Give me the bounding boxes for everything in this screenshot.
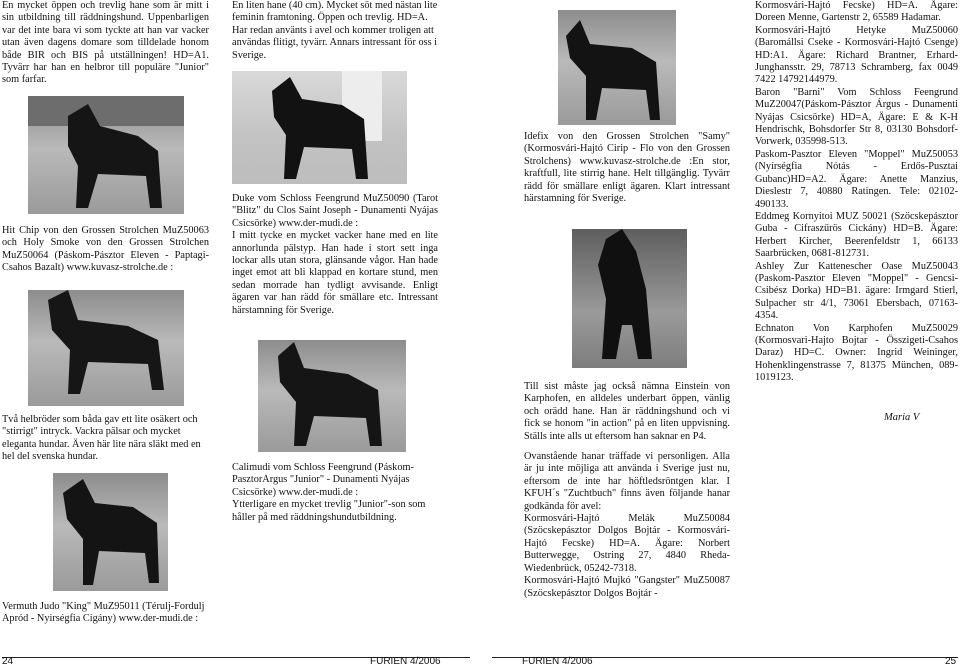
kennel-listing: Paskom-Pasztor Eleven "Moppel" MuZ50053 (Nyírségfia Nótás - Erdős-Pusztai Gubanc)HD=A2. Ägare: Anette Manzius, Dieslestr 7, 40880 Ratingen. Tele: 02102-490133. bbox=[755, 148, 958, 210]
author-signature: Maria V bbox=[884, 412, 920, 423]
kennel-listing: Ashley Zur Kattenescher Oase MuZ50043 (Paskom-Pasztor Eleven "Moppel" - Gencsi-Csibész Dorka) HD=B1. ägare: Irmgard Stierl, Sulpacher str 4/1, 73061 Ebersbach, 07163-4354. bbox=[755, 260, 958, 322]
article-paragraph: Ovanstående hanar träffade vi personligen. Alla är ju inte möjliga att använda i Sverige just nu, eftersom de inte har höftledsröntgen klar. I KFUH´s "Zuchtbuch" finns även följande hanar godkända för avel: bbox=[524, 451, 730, 512]
dog-photo-holy-smoke bbox=[28, 290, 184, 406]
left-column-1c bbox=[2, 414, 209, 464]
dog-photo-idefix bbox=[558, 10, 676, 125]
article-paragraph: I mitt tycke en mycket vacker hane med en lite annorlunda pälstyp. Han hade i stort sett inga lockar alls utan stora, glänsande vågor. Han hade inget emot att bli klappad en kortare stund, men sedan morrade han tydligt avvisande. Enligt ägaren var han rädd för smällare etc. Intressant härstamning för Sverige. bbox=[232, 230, 438, 316]
article-paragraph: En mycket öppen och trevlig hane som är mitt i sin utbildning till räddningshund. Uppenbarligen var det inte bara vi som tyckte att han var vacker utan även dagens domare som tilldelade honom både BIR och BIS på utställningen! HD=A1. Tyvärr har han en helbror till populäre "Junior" som farfar. bbox=[2, 0, 209, 86]
left-column-2 bbox=[232, 0, 438, 62]
dog-silhouette-icon bbox=[28, 96, 184, 214]
article-paragraph: En liten hane (40 cm). Mycket söt med nästan lite feminin framtoning. Öppen och trevlig. HD=A. Har redan använts i avel och kommer troligen att användas flitigt, tyvärr. Annars intressant för oss i Sverige. bbox=[232, 0, 438, 61]
right-column-2 bbox=[755, 0, 958, 385]
article-paragraph: Vermuth Judo "King" MuZ95011 (Térulj-Fordulj Apród - Nyirségfia Cigány) www.der-mudi.de : bbox=[2, 601, 205, 625]
page-number: 24 bbox=[2, 656, 14, 667]
dog-silhouette-icon bbox=[258, 340, 406, 452]
page-number: 25 bbox=[945, 656, 957, 667]
dog-silhouette-icon bbox=[28, 290, 184, 406]
dog-photo-calimudi bbox=[258, 340, 406, 452]
dog-photo-einstein bbox=[572, 229, 687, 368]
left-column-2b bbox=[232, 193, 438, 317]
dog-silhouette-icon bbox=[572, 229, 687, 368]
kennel-listing: Baron "Barni" Vom Schloss Feengrund MuZ20047(Páskom-Pásztor Árgus - Dunamenti Nyájas Csicsörke) HD=A, Ägare: E & K-H Hendrischk, Bohsdorfer Str 8, 03130 Bohsdorf-Vorwerk, 035998-513. bbox=[755, 86, 958, 148]
kennel-listing: Eddmeg Kornyitoi MUZ 50021 (Szöcskepásztor Guba - Cifraszűrös Cickány) HD=B. Ägare: Herbert Kircher, Beerenfeldstr 1, 66133 Saarbrücken, 0681-812731. bbox=[755, 210, 958, 260]
article-paragraph: Kormosvári-Hajtó Melák MuZ50084 (Szöcskepásztor Dolgos Bojtár - Kormosvári-Hajtó Fecske) HD=A. Ägare: Norbert Butterwegge, Ostring 27, 4840 Rheda-Wiedenbrück, 05242-7318. bbox=[524, 513, 730, 574]
dog-photo-duke bbox=[232, 71, 407, 184]
kennel-listing: Echnaton Von Karphofen MuZ50029 (Kormosvari-Hajto Bojtar - Összigeti-Csahos Daraz) HD=C. Owner: Ingrid Weininger, Hohenklingenstrasse 7, 81375 München, 089-1019123. bbox=[755, 322, 958, 384]
article-paragraph: Calimudi vom Schloss Feengrund (Páskom-PasztorArgus "Junior" - Dunamenti Nyájas Csicsörke) www.der-mudi.de : bbox=[232, 462, 414, 498]
left-column-1b bbox=[2, 225, 209, 275]
kennel-listing: Kormosvári-Hajtó Hetyke MuZ50060 (Baromállsi Cseke - Kormosvári-Hajtó Csenge) HD:A1. Ägare: Richard Brantner, Erhard-Junghansstr. 29, 78713 Schramberg, fax 0049 7422 14792144979. bbox=[755, 24, 958, 86]
dog-photo-hit-chip bbox=[28, 96, 184, 214]
left-column-1 bbox=[2, 0, 209, 87]
article-paragraph: Duke vom Schloss Feengrund MuZ50090 (Tarot "Blitz" du Clos Saint Joseph - Dunamenti Nyájas Csicsörke) www.der-mudi.de : bbox=[232, 193, 438, 229]
article-paragraph: Idefix von den Grossen Strolchen "Samy" (Kormosvári-Hajtó Cirip - Flo von den Grossen Strolchens) www.kuvasz-strolche.de :En stor, kraftfull, lite stirrig hane. Helt tillgänglig. Tyvärr rädd för smällare enligt ägaren. Klart intressant härstamning för Sverige. bbox=[524, 131, 730, 205]
magazine-title: FURIEN 4/2006 bbox=[522, 656, 593, 667]
kennel-listing: Kormosvári-Hajtó Fecske) HD=A. Ägare: Doreen Menne, Gartenstr 2, 65589 Hadamar. bbox=[755, 0, 958, 24]
right-column-1 bbox=[524, 131, 730, 205]
right-column-1b bbox=[524, 381, 730, 600]
article-paragraph: Två helbröder som båda gav ett lite osäkert och "stirrigt" intryck. Vackra pälsar och mycket eleganta hundar. Även här lite nära släkt med en hel del svenska hundar. bbox=[2, 414, 201, 463]
magazine-title: FURIEN 4/2006 bbox=[370, 656, 441, 667]
left-column-1d bbox=[2, 601, 209, 626]
article-paragraph: Hit Chip von den Grossen Strolchen MuZ50063 och Holy Smoke von den Grossen Strolchen MuZ50064 (Páskom-Pásztor Eleven - Paptagi-Csahos Bazalt) www.kuvasz-strolche.de : bbox=[2, 225, 209, 274]
article-paragraph: Till sist måste jag också nämna Einstein von Karphofen, en alldeles underbart öppen, vänlig och orädd hane. Han är räddningshund och vi fick se honom "in action" på en liten uppvisning. Ställs inte alls ut eftersom han saknar en P4. bbox=[524, 381, 730, 442]
dog-silhouette-icon bbox=[53, 473, 168, 591]
article-paragraph: Ytterligare en mycket trevlig "Junior"-son som håller på med räddningshundutbildning. bbox=[232, 499, 426, 523]
left-column-2c bbox=[232, 462, 438, 524]
dog-photo-vermuth bbox=[53, 473, 168, 591]
dog-silhouette-icon bbox=[558, 10, 676, 125]
dog-silhouette-icon bbox=[232, 71, 407, 184]
article-paragraph: Kormosvári-Hajtó Mujkó "Gangster" MuZ50087 (Szöcskepásztor Dolgos Bojtár - bbox=[524, 575, 730, 599]
